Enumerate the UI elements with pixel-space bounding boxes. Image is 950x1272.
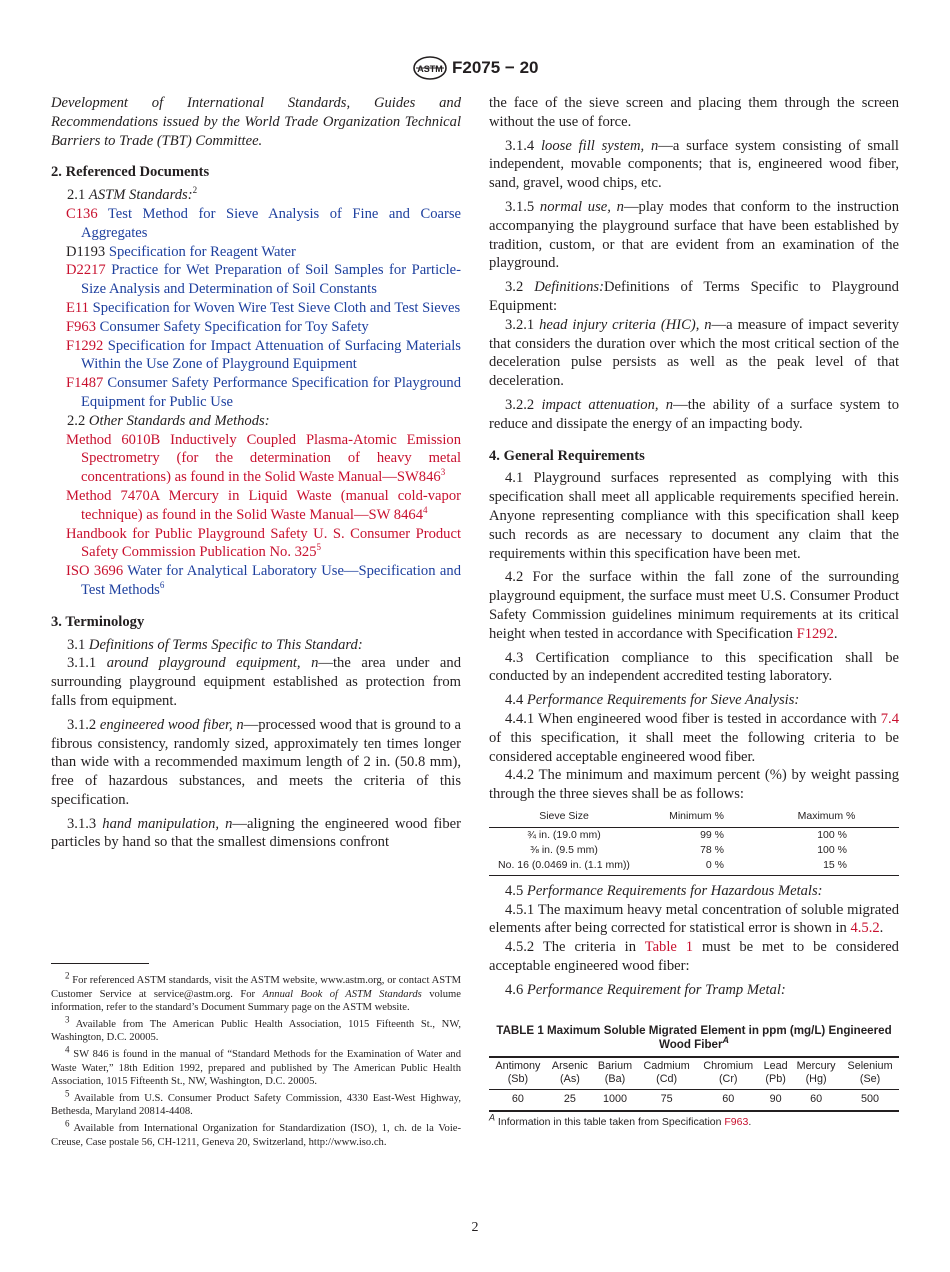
other-reference-item[interactable]: Method 7470A Mercury in Liquid Waste (manual cold-vapor technique) as found in the Solid Waste Manual—SW 8464$^4$ xyxy=(66,487,461,523)
reference-item[interactable]: E11 Specification for Woven Wire Test Sieve Cloth and Test Sieves xyxy=(66,299,461,316)
continued-paragraph: the face of the sieve screen and placing them through the screen without the use of force. xyxy=(489,95,899,130)
f1292-link[interactable]: F1292 xyxy=(796,625,834,642)
table-row: ⅜ in. (9.5 mm) 78 % 100 % xyxy=(530,843,847,856)
paragraph-4-4-1: 4.4.1 When engineered wood fiber is tested in accordance with 7.4 of this specification, it shall meet the following criteria to be considered acceptable engineered wood fiber. xyxy=(489,710,899,765)
table-row: ¾ in. (19.0 mm) 99 % 100 % xyxy=(527,828,847,841)
reference-item[interactable]: F1487 Consumer Safety Performance Specification for Playground Equipment for Public Use xyxy=(66,375,461,410)
footnote-5: $^5$ Available from U.S. Consumer Product Safety Commission, 4330 East-West Highway, Bethesda, Maryland 20814-4408. xyxy=(51,1088,461,1118)
section-3-heading: 3. Terminology xyxy=(51,613,145,630)
section-7-4-link[interactable]: 7.4 xyxy=(880,710,899,727)
reference-code: D1193 xyxy=(66,243,106,260)
section-2-2: 2.2 Other Standards and Methods: xyxy=(67,412,270,429)
reference-item[interactable]: F1292 Specification for Impact Attenuation of Surfacing Materials Within the Use Zone of Playground Equipment xyxy=(66,337,461,373)
paragraph-4-2: 4.2 For the surface within the fall zone of the surrounding playground equipment, the surface must meet U.S. Consumer Product Safety Commission guidelines minimum requirements at its critical height when tested in accordance with Specification F1292. xyxy=(489,569,899,642)
svg-text:ASTM: ASTM xyxy=(417,64,443,74)
footnote-3: $^3$ Available from The American Public Health Association, 1015 Fifteenth St., NW, Washington, D.C. 20005. xyxy=(51,1014,461,1044)
reference-code-link[interactable]: F1487 xyxy=(66,375,104,392)
paragraph-4-4: 4.4 Performance Requirements for Sieve Analysis: xyxy=(505,692,800,709)
column-header: Arsenic (As) xyxy=(547,1057,593,1090)
footnote-4: $^4$ SW 846 is found in the manual of “Standard Methods for the Examination of Water and Waste Water,” 18th Edition 1992, prepared and published by The American Public Health Association, 1015 Fifteenth St., NW, Washington, D.C. 20005. xyxy=(51,1044,461,1088)
column-header: Maximum % xyxy=(754,808,899,828)
intro-paragraph: Development of International Standards, Guides and Recommendations issued by the World Trade Organization Technical Barriers to Trade (TBT) Committee. xyxy=(51,95,461,149)
table-row: 60 25 1000 75 60 90 60 500 xyxy=(489,1089,899,1111)
column-header: Mercury (Hg) xyxy=(791,1057,841,1090)
paragraph-4-4-2: 4.4.2 The minimum and maximum percent (%) by weight passing through the three sieves shall be as follows: xyxy=(489,767,899,803)
reference-item[interactable]: F963 Consumer Safety Specification for Toy Safety xyxy=(66,318,369,335)
other-reference-list xyxy=(51,431,461,600)
section-3-2: 3.2 Definitions:Definitions of Terms Specific to Playground Equipment: xyxy=(489,279,899,314)
section-3-1: 3.1 Definitions of Terms Specific to This Standard: xyxy=(67,636,363,653)
section-4-5-2-link[interactable]: 4.5.2 xyxy=(850,920,880,937)
other-reference-item[interactable]: ISO 3696 Water for Analytical Laboratory Use—Specification and Test Methods$^6$ xyxy=(66,563,461,598)
column-header: Chromium (Cr) xyxy=(696,1057,760,1090)
reference-item[interactable]: C136 Test Method for Sieve Analysis of Fine and Coarse Aggregates xyxy=(66,205,461,241)
paragraph-4-6: 4.6 Performance Requirement for Tramp Metal: xyxy=(505,981,786,998)
footnote-2: $^2$ For referenced ASTM standards, visit the ASTM website, www.astm.org, or contact ASTM Customer Service at service@astm.org. For Annual Book of ASTM Standards volume information, refer to the standard’s Document Summary page on the ASTM website. xyxy=(51,970,461,1014)
column-header: Sieve Size xyxy=(489,808,639,828)
term-3-2-1: 3.2.1 head injury criteria (HIC), n—a measure of impact severity that considers the duration over which the most critical section of the deceleration pulse persists as well as the peak level of that deceleration. xyxy=(489,316,899,390)
reference-code-link[interactable]: D2217 xyxy=(66,262,106,279)
column-header: Lead (Pb) xyxy=(760,1057,791,1090)
reference-code-link[interactable]: C136 xyxy=(66,205,98,222)
term-3-1-5: 3.1.5 normal use, n—play modes that conform to the instruction accompanying the playground surface that have been established by tradition, custom, or that are evident from an examination of the playground. xyxy=(489,198,900,272)
footnote-6: $^6$ Available from International Organization for Standardization (ISO), 1, ch. de la Voie-Creuse, Case postale 56, CH-1211, Geneva 20, Switzerland, http://www.iso.ch. xyxy=(51,1118,461,1148)
reference-code-link[interactable]: E11 xyxy=(66,299,89,316)
column-header: Minimum % xyxy=(639,808,754,828)
section-4-heading: 4. General Requirements xyxy=(489,447,645,464)
term-3-1-2: 3.1.2 engineered wood fiber, n—processed wood that is ground to a fibrous consistency, randomly sized, approximately ten times longer than wide with a recommended maximum length of 2 in. (50.8 mm), free of hazardous substances, and meets the criteria of this specification. xyxy=(51,716,461,808)
f963-link[interactable]: F963 xyxy=(724,1115,749,1128)
left-column xyxy=(51,94,461,857)
metals-table xyxy=(489,1056,899,1112)
section-2-1: 2.1 ASTM Standards:$^2$ xyxy=(67,185,198,204)
column-header: Selenium (Se) xyxy=(841,1057,899,1090)
table-row: No. 16 (0.0469 in. (1.1 mm)) 0 % 15 % xyxy=(489,858,899,876)
other-reference-item[interactable]: Method 6010B Inductively Coupled Plasma-Atomic Emission Spectrometry (for the determination of heavy metal concentrations) as found in the Solid Waste $Manual—SW846^3$ xyxy=(66,431,461,486)
reference-code-link[interactable]: F963 xyxy=(66,318,97,335)
paragraph-4-5: 4.5 Performance Requirements for Hazardous Metals: xyxy=(505,882,823,899)
term-3-1-4: 3.1.4 loose fill system, n—a surface system consisting of small independent, movable components; that is, engineered wood fiber, sand, gravel, wood chips, etc. xyxy=(489,137,899,192)
column-header: Antimony (Sb) xyxy=(489,1057,547,1090)
page-number: 2 xyxy=(471,1220,479,1235)
astm-reference-list xyxy=(51,205,461,412)
paragraph-4-5-2: 4.5.2 The criteria in Table 1 must be met to be considered acceptable engineered wood fiber: xyxy=(489,939,899,975)
reference-item[interactable]: D2217 Practice for Wet Preparation of Soil Samples for Particle-Size Analysis and Determination of Soil Constants xyxy=(66,262,462,298)
paragraph-4-1: 4.1 Playground surfaces represented as complying with this specification shall meet all applicable requirements specified herein. Anyone representing compliance with this specification shall keep such records as are necessary to document any claim that the requirements within this specification have been met. xyxy=(489,470,899,562)
metals-table-header xyxy=(489,1057,899,1090)
column-header: Cadmium (Cd) xyxy=(637,1057,696,1090)
footnotes xyxy=(51,970,461,1152)
term-3-1-3: 3.1.3 hand manipulation, n—aligning the engineered wood fiber particles by hand so that the smallest dimensions confront xyxy=(51,815,461,851)
sieve-table-header xyxy=(489,808,899,828)
reference-code-link[interactable]: F1292 xyxy=(66,337,104,354)
standard-designation: F2075 − 20 xyxy=(452,58,539,77)
footnote-divider xyxy=(51,963,149,964)
paragraph-4-3: 4.3 Certification compliance to this specification shall be conducted by an independent accredited testing laboratory. xyxy=(489,649,899,685)
paragraph-4-5-1: 4.5.1 The maximum heavy metal concentration of soluble migrated elements after being corrected for statistical error is shown in 4.5.2. xyxy=(489,901,899,937)
table-1-link[interactable]: Table 1 xyxy=(644,939,694,956)
term-3-1-1: 3.1.1 around playground equipment, n—the area under and surrounding playground equipment established as protection from falls from equipment. xyxy=(51,655,461,709)
right-column xyxy=(489,94,899,1129)
section-2-heading: 2. Referenced Documents xyxy=(51,164,210,181)
table-1-note: $^A$ Information in this table taken from Specification F963. xyxy=(489,1112,752,1128)
page-header xyxy=(0,56,950,82)
other-reference-item[interactable]: Handbook for Public Playground Safety U. S. Consumer Product Safety Commission Publication No. $325^5$ xyxy=(66,525,461,561)
reference-item[interactable]: D1193 Specification for Reagent Water xyxy=(66,243,296,260)
term-3-2-2: 3.2.2 impact attenuation, n—the ability of a surface system to reduce and dissipate the energy of an impacting body. xyxy=(489,396,899,432)
sieve-table xyxy=(489,808,899,876)
column-header: Barium (Ba) xyxy=(593,1057,637,1090)
astm-logo-icon xyxy=(412,56,448,80)
table-1-title: TABLE 1 Maximum Soluble Migrated Element in ppm (mg/L) Engineered Wood Fiber$^A$ xyxy=(496,1023,892,1051)
